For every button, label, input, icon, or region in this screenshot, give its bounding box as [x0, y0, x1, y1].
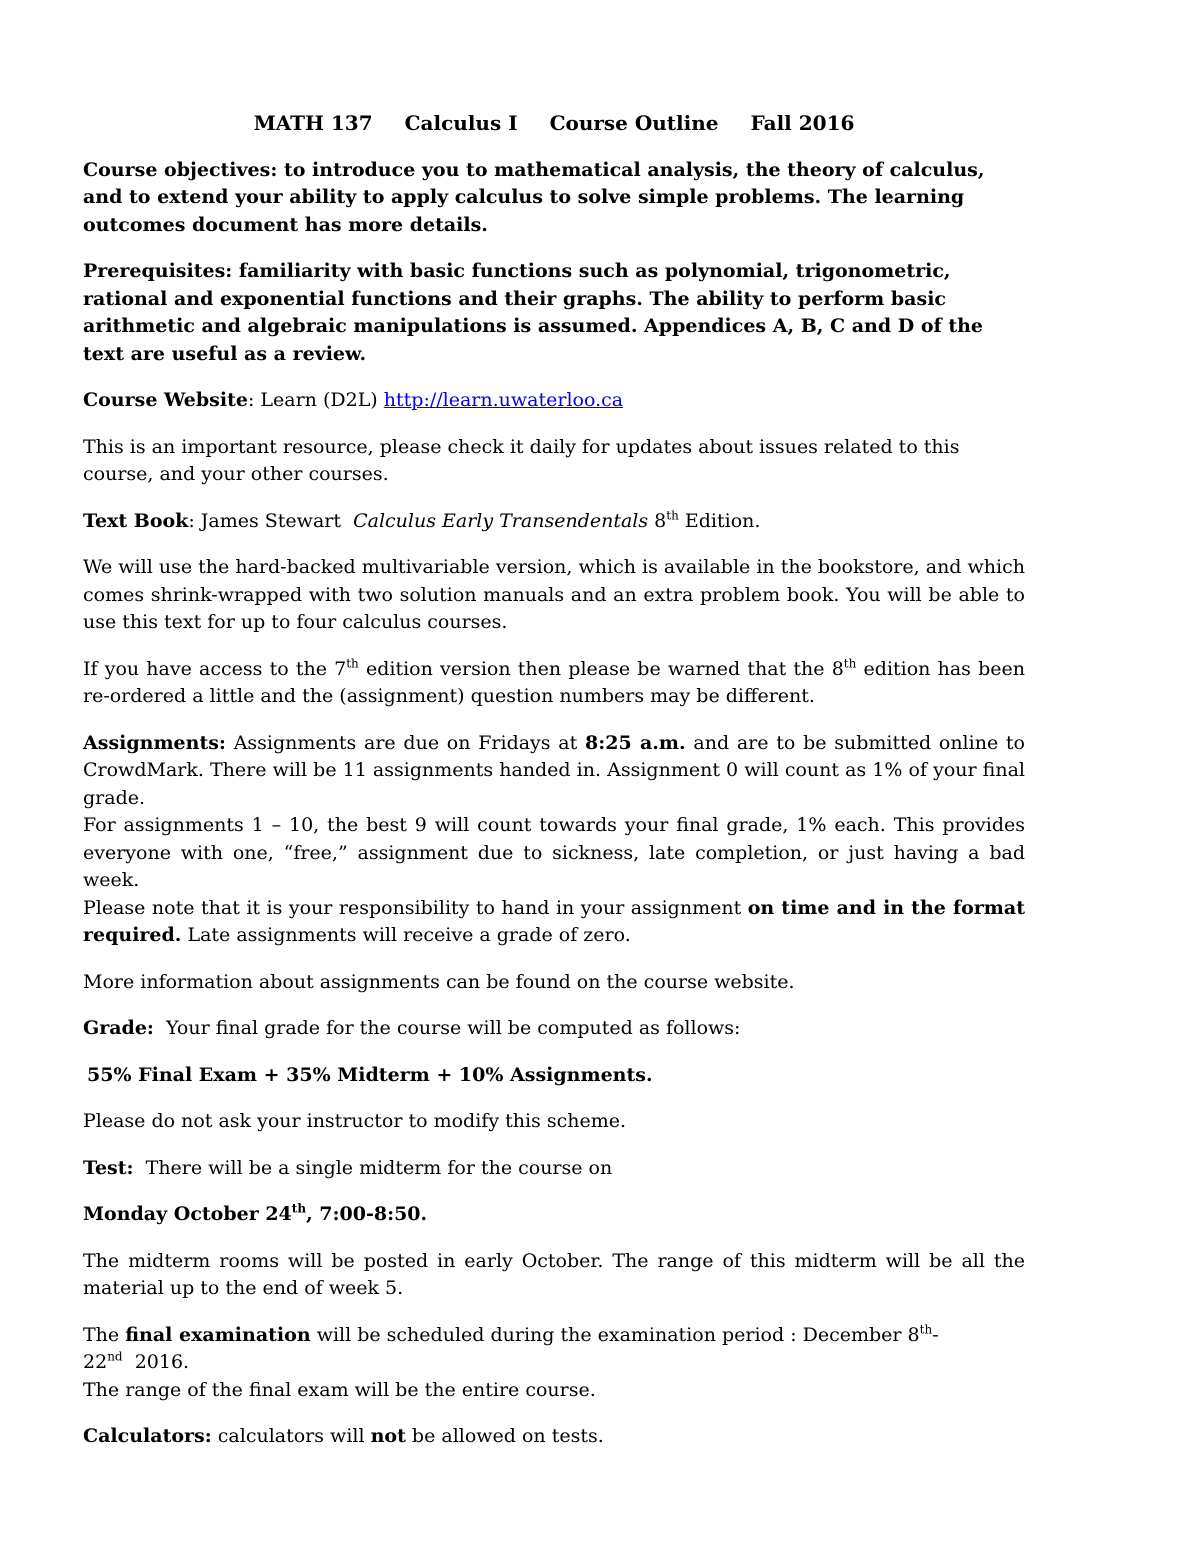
textbook-label: Text Book	[83, 509, 189, 532]
responsibility-a: Please note that it is your responsibility to hand in your assignment	[83, 896, 742, 919]
assignments-time: 8:25 a.m.	[585, 731, 686, 754]
objectives-tail: has more details.	[304, 213, 488, 236]
page-title	[83, 110, 1025, 138]
assignments-text2: and are to be submitted online to CrowdMark. There will be 11 assignments handed in. Assignment 0 will count as 1% of your final grade.	[83, 731, 1026, 809]
midterm-date	[83, 1201, 1025, 1229]
textbook-edition-warning	[83, 656, 1025, 711]
assignments-paragraph	[83, 730, 1025, 813]
calculators-bold: not	[370, 1425, 406, 1447]
calculators-label: Calculators:	[83, 1425, 212, 1447]
textbook-edition-tail: Edition.	[684, 509, 761, 532]
midterm-date-b: , 7:00-8:50.	[306, 1203, 428, 1225]
calculators-paragraph	[83, 1423, 1025, 1451]
test-paragraph	[83, 1155, 1025, 1183]
website-note: This is an important resource, please check it daily for updates about issues related to this course, and your other courses.	[83, 435, 960, 485]
assignments-best9: For assignments 1 – 10, the best 9 will count towards your final grade, 1% each. This provides everyone with one, “free,” assignment due to sickness, late completion, or just having a bad week.	[83, 814, 1025, 891]
final-sup2: nd	[107, 1349, 123, 1364]
website-label: Course Website	[83, 389, 248, 411]
assignments-responsibility	[83, 895, 1025, 950]
test-label: Test:	[83, 1156, 134, 1179]
textbook-edition-num: 8	[654, 509, 667, 532]
grade-scheme: 55% Final Exam + 35% Midterm + 10% Assignments.	[87, 1063, 653, 1086]
final-bold: final examination	[125, 1323, 311, 1346]
midterm-date-a: Monday October 24	[83, 1203, 292, 1225]
responsibility-b: Late assignments will receive a grade of zero.	[187, 924, 631, 946]
prerequisites-paragraph	[83, 258, 1025, 368]
midterm-rooms: The midterm rooms will be posted in early October. The range of this midterm will be all the material up to the end of week 5.	[83, 1249, 1025, 1299]
objectives-label: Course objectives:	[83, 158, 278, 181]
edition-warning-b: edition version then please be warned that the 8	[365, 657, 844, 680]
midterm-date-sup: th	[291, 1201, 307, 1216]
grade-note: Please do not ask your instructor to modify this scheme.	[83, 1110, 627, 1132]
final-exam-paragraph	[83, 1322, 1025, 1405]
objectives-bold: learning outcomes document	[83, 186, 965, 236]
assignments-text1: Assignments are due on Fridays at	[233, 731, 578, 754]
responsibility-bold: on time and in the format required.	[83, 896, 1025, 946]
grade-paragraph	[83, 1015, 1025, 1043]
course-code: MATH 137	[253, 111, 373, 135]
assignments-label: Assignments:	[83, 731, 226, 754]
calculators-text-b: be allowed on tests.	[411, 1425, 604, 1447]
prerequisites-text: familiarity with basic functions such as polynomial, trigonometric, rational and exponential functions and their graphs. The ability to perform basic arithmetic and algebraic manipulations is assumed. Appendices A, B, C and D of the text are useful as a review.	[83, 260, 983, 365]
textbook-paragraph	[83, 508, 1025, 536]
final-pre: The	[83, 1323, 120, 1346]
textbook-title: Calculus Early Transendentals	[353, 509, 649, 532]
objectives-paragraph	[83, 157, 1025, 240]
edition-warning-sup2: th	[843, 656, 857, 671]
textbook-version-paragraph: We will use the hard-backed multivariable version, which is available in the bookstore, and which comes shrink-wrapped with two solution manuals and an extra problem book. You will be able to use this text for up to four calculus courses.	[83, 556, 1025, 633]
edition-warning-c: edition has been re-ordered a little and the (assignment) question numbers may be different.	[83, 657, 1025, 707]
final-sup1: th	[919, 1322, 933, 1337]
textbook-edition-sup: th	[666, 508, 679, 523]
website-paragraph	[83, 387, 1025, 415]
calculators-text-a: calculators will	[217, 1425, 365, 1447]
textbook-author: : James Stewart	[188, 509, 341, 532]
assignments-more-info: More information about assignments can be found on the course website.	[83, 970, 795, 993]
final-text-b: -22	[83, 1323, 939, 1373]
objectives-text: to introduce you to mathematical analysis, the theory of calculus, and to extend your ability to apply calculus to solve simple problems. The	[83, 158, 985, 208]
term: Fall 2016	[750, 111, 855, 135]
website-text: : Learn (D2L)	[247, 389, 378, 411]
grade-label: Grade:	[83, 1017, 154, 1039]
course-outline-page	[83, 110, 1025, 1470]
grade-text: Your final grade for the course will be computed as follows:	[166, 1017, 741, 1039]
prerequisites-label: Prerequisites:	[83, 260, 233, 282]
edition-warning-a: If you have access to the 7	[83, 657, 347, 680]
final-range: The range of the final exam will be the entire course.	[83, 1378, 596, 1401]
course-name: Calculus I	[404, 111, 518, 135]
learn-link[interactable]: http://learn.uwaterloo.ca	[383, 389, 624, 411]
doc-type: Course Outline	[549, 111, 719, 135]
edition-warning-sup1: th	[346, 656, 359, 671]
final-text-a: will be scheduled during the examination period : December 8	[316, 1323, 920, 1346]
final-text-c: 2016.	[134, 1351, 190, 1373]
test-text: There will be a single midterm for the course on	[145, 1156, 613, 1179]
